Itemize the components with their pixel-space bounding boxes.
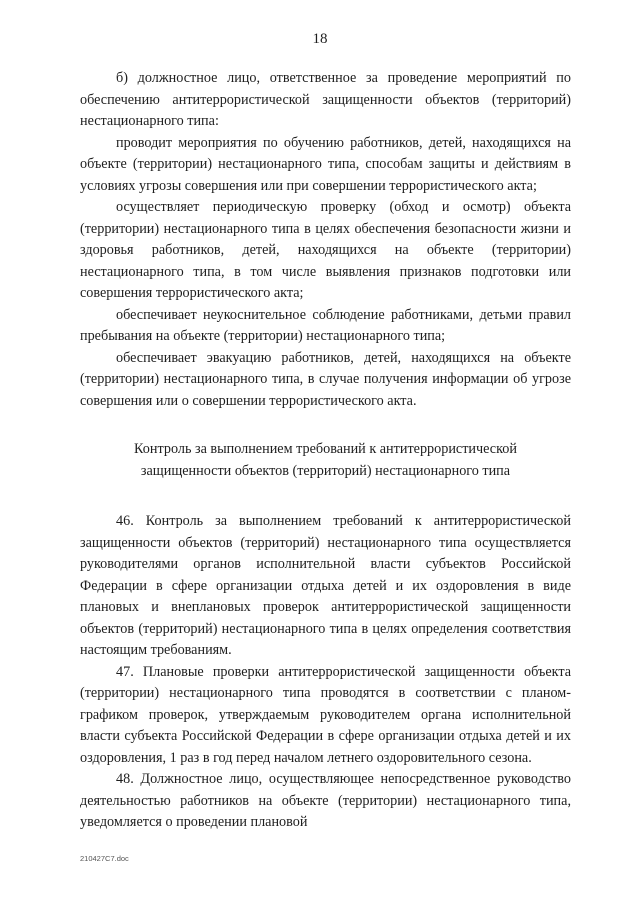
document-filename: 210427C7.doc bbox=[80, 854, 129, 863]
document-body bbox=[80, 68, 571, 834]
paragraph-48: 48. Должностное лицо, осуществляющее непосредственное руководство деятельностью работников на объекте (территории) нестационарного типа, уведомляется о проведении плановой bbox=[80, 771, 571, 830]
section-heading bbox=[80, 439, 571, 482]
paragraph-inspection: осуществляет периодическую проверку (обход и осмотр) объекта (территории) нестационарного типа в целях обеспечения безопасности жизни и здоровья работников, детей, находящихся на объекте (территории) нестационарного типа, в том числе выявления признаков подготовки или совершения террористического акта; bbox=[80, 199, 571, 301]
paragraph-b-intro: б) должностное лицо, ответственное за проведение мероприятий по обеспечению антитеррористической защищенности объектов (территорий) нестационарного типа: bbox=[80, 70, 571, 129]
paragraph-47: 47. Плановые проверки антитеррористической защищенности объекта (территории) нестационарного типа проводятся в соответствии с планом-графиком проверок, утверждаемым руководителем органа исполнительной власти субъекта Российской Федерации в сфере организации отдыха детей и их оздоровления, 1 раз в год перед началом летнего оздоровительного сезона. bbox=[80, 663, 571, 766]
paragraph-rules-compliance: обеспечивает неукоснительное соблюдение работниками, детьми правил пребывания на объекте (территории) нестационарного типа; bbox=[80, 306, 571, 344]
section-heading-line-2: защищенности объектов (территорий) нестационарного типа bbox=[140, 462, 511, 479]
page-number: 18 bbox=[312, 31, 328, 47]
paragraph-training: проводит мероприятия по обучению работников, детей, находящихся на объекте (территории) нестационарного типа, способам защиты и действиям в условиях угрозы совершения или при совершении террористического акта; bbox=[80, 134, 571, 194]
paragraph-evacuation: обеспечивает эвакуацию работников, детей, находящихся на объекте (территории) нестационарного типа, в случае получения информации об угрозе совершения или о совершении террористического акта. bbox=[80, 349, 571, 409]
section-heading-line-1: Контроль за выполнением требований к антитеррористической bbox=[134, 441, 517, 457]
paragraph-46: 46. Контроль за выполнением требований к антитеррористической защищенности объектов (территорий) нестационарного типа осуществляется руководителями органов исполнительной власти субъектов Российской Федерации в сфере организации отдыха детей и их оздоровления в виде плановых и внеплановых проверок антитеррористической защищенности объектов (территорий) нестационарного типа в целях определения соответствия настоящим требованиям. bbox=[80, 513, 571, 658]
